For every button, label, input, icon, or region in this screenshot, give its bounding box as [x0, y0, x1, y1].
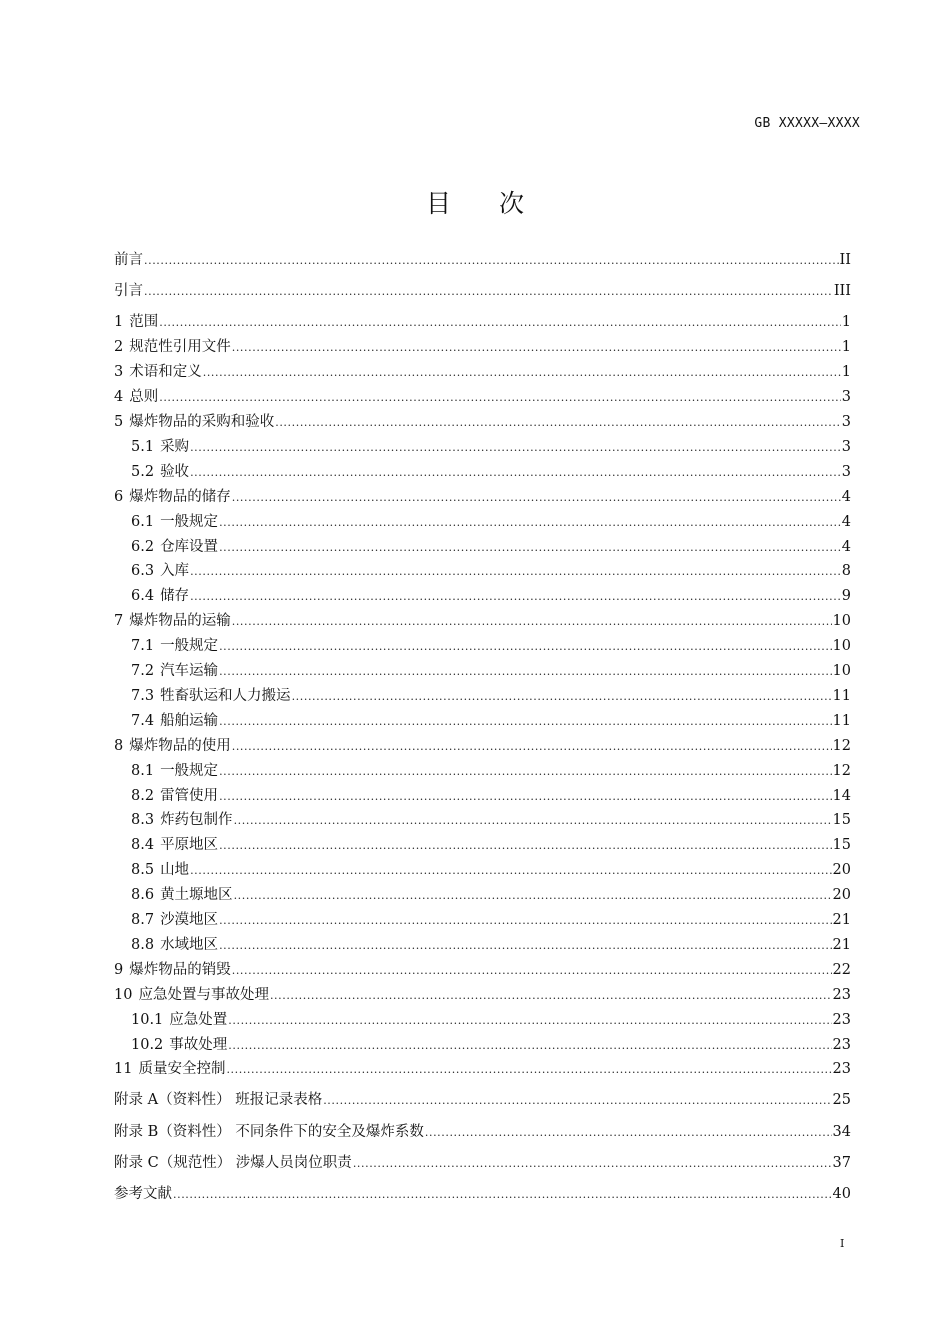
toc-entry-page: 12 [832, 763, 851, 779]
toc-entry-text: 仓库设置 [160, 539, 219, 555]
toc-entry-label [114, 636, 218, 656]
toc-dot-leader [219, 911, 831, 931]
toc-entry-page: II [839, 252, 851, 268]
toc-entry-label [114, 1059, 225, 1079]
toc-entry[interactable] [114, 835, 851, 855]
toc-entry-page: 1 [841, 364, 851, 380]
toc-entry-text: 爆炸物品的采购和验收 [129, 414, 275, 430]
toc-entry-text: 一般规定 [160, 514, 219, 530]
toc-entry-text: 山地 [160, 862, 190, 878]
toc-entry-number: 7.3 [131, 688, 155, 704]
toc-entry-text: 附录 C（规范性） 涉爆人员岗位职责 [114, 1155, 352, 1171]
toc-dot-leader [228, 1011, 831, 1031]
toc-dot-leader [219, 513, 841, 533]
toc-entry-text: 前言 [114, 252, 143, 268]
toc-entry-page: 23 [832, 1061, 851, 1077]
toc-entry-number: 8.8 [131, 937, 155, 953]
toc-entry[interactable] [114, 611, 851, 631]
toc-entry-label [114, 337, 231, 357]
toc-entry-page: 21 [832, 937, 851, 953]
toc-entry-label [114, 312, 158, 332]
toc-entry-label [114, 736, 231, 756]
toc-entry-number: 6.1 [131, 514, 155, 530]
toc-entry-label [114, 935, 218, 955]
toc-entry-text: 爆炸物品的使用 [129, 738, 231, 754]
toc-dot-leader [203, 363, 841, 383]
toc-entry-label [114, 281, 143, 301]
toc-entry[interactable] [114, 1035, 851, 1055]
toc-entry-text: 黄土塬地区 [160, 887, 233, 903]
toc-entry[interactable] [114, 487, 851, 507]
toc-entry-text: 采购 [160, 439, 190, 455]
toc-entry-page: 12 [832, 738, 851, 754]
toc-entry-number: 5.1 [131, 439, 155, 455]
toc-dot-leader [219, 936, 831, 956]
toc-entry[interactable] [114, 561, 851, 581]
toc-entry-text: 质量安全控制 [138, 1061, 226, 1077]
toc-entry-number: 8 [114, 738, 124, 754]
toc-entry-page: 10 [832, 613, 851, 629]
toc-entry-page: 23 [832, 987, 851, 1003]
toc-entry-text: 验收 [160, 464, 190, 480]
toc-entry-number: 4 [114, 389, 124, 405]
toc-dot-leader [234, 811, 832, 831]
toc-entry-page: 11 [832, 688, 851, 704]
toc-entry-page: 9 [841, 588, 851, 604]
toc-entry-text: 入库 [160, 563, 190, 579]
toc-entry-page: 3 [841, 439, 851, 455]
toc-entry-page: 21 [832, 912, 851, 928]
toc-dot-leader [323, 1091, 831, 1111]
toc-entry-number: 7.4 [131, 713, 155, 729]
toc-entry-page: III [833, 283, 851, 299]
toc-dot-leader [232, 338, 841, 358]
toc-entry[interactable] [114, 1153, 851, 1173]
toc-entry-text: 船舶运输 [160, 713, 219, 729]
toc-entry-label [114, 437, 189, 457]
toc-entry-number: 10 [114, 987, 133, 1003]
toc-entry-label [114, 711, 218, 731]
toc-entry-label [114, 1035, 227, 1055]
toc-entry-text: 一般规定 [160, 638, 219, 654]
toc-dot-leader [270, 986, 832, 1006]
toc-entry-text: 规范性引用文件 [129, 339, 231, 355]
toc-entry-text: 储存 [160, 588, 190, 604]
toc-entry-page: 8 [841, 563, 851, 579]
toc-entry-label [114, 387, 158, 407]
toc-entry-text: 事故处理 [169, 1037, 228, 1053]
toc-dot-leader [219, 662, 831, 682]
toc-dot-leader [353, 1154, 832, 1174]
toc-entry[interactable] [114, 810, 851, 830]
toc-dot-leader [159, 313, 841, 333]
toc-entry[interactable] [114, 711, 851, 731]
toc-entry-page: 10 [832, 638, 851, 654]
page-title [0, 184, 950, 220]
toc-entry-label [114, 362, 202, 382]
toc-entry-number: 6 [114, 489, 124, 505]
toc-entry[interactable] [114, 1090, 851, 1110]
toc-entry[interactable] [114, 387, 851, 407]
toc-dot-leader [190, 463, 841, 483]
toc-dot-leader [425, 1123, 832, 1143]
toc-entry-text: 范围 [129, 314, 159, 330]
toc-entry-label [114, 661, 218, 681]
toc-entry[interactable] [114, 860, 851, 880]
toc-dot-leader [232, 488, 841, 508]
toc-entry-label [114, 586, 189, 606]
toc-entry[interactable] [114, 910, 851, 930]
toc-entry[interactable] [114, 686, 851, 706]
toc-entry-number: 8.4 [131, 837, 155, 853]
toc-entry-page: 14 [832, 788, 851, 804]
toc-entry-number: 5 [114, 414, 124, 430]
toc-entry-number: 7 [114, 613, 124, 629]
toc-entry-page: 23 [832, 1037, 851, 1053]
toc-dot-leader [219, 787, 831, 807]
toc-dot-leader [190, 587, 841, 607]
toc-dot-leader [159, 388, 841, 408]
toc-entry[interactable] [114, 412, 851, 432]
toc-entry-text: 附录 B（资料性） 不同条件下的安全及爆炸系数 [114, 1124, 424, 1140]
toc-dot-leader [190, 562, 841, 582]
toc-entry-text: 爆炸物品的储存 [129, 489, 231, 505]
toc-dot-leader [232, 737, 832, 757]
toc-entry-number: 8.1 [131, 763, 155, 779]
toc-entry-text: 附录 A（资料性） 班报记录表格 [114, 1092, 323, 1108]
toc-entry-label [114, 810, 233, 830]
toc-entry-text: 应急处置 [169, 1012, 228, 1028]
toc-entry-text: 应急处置与事故处理 [138, 987, 269, 1003]
toc-entry[interactable] [114, 636, 851, 656]
toc-entry-text: 爆炸物品的运输 [129, 613, 231, 629]
toc-entry[interactable] [114, 786, 851, 806]
toc-entry-text: 雷管使用 [160, 788, 219, 804]
title-char-left: 目 [425, 189, 451, 218]
toc-entry-number: 8.7 [131, 912, 155, 928]
toc-entry-label [114, 537, 218, 557]
toc-entry-page: 1 [841, 314, 851, 330]
toc-entry-page: 23 [832, 1012, 851, 1028]
toc-dot-leader [228, 1036, 831, 1056]
toc-entry[interactable] [114, 761, 851, 781]
toc-entry-label [114, 487, 231, 507]
toc-dot-leader [234, 886, 832, 906]
toc-entry[interactable] [114, 437, 851, 457]
toc-entry[interactable] [114, 985, 851, 1005]
toc-entry-text: 汽车运输 [160, 663, 219, 679]
toc-entry-page: 40 [832, 1186, 851, 1202]
toc-entry-page: 11 [832, 713, 851, 729]
toc-entry[interactable] [114, 586, 851, 606]
toc-entry-number: 11 [114, 1061, 133, 1077]
toc-entry[interactable] [114, 537, 851, 557]
toc-entry-label [114, 686, 291, 706]
toc-dot-leader [275, 413, 841, 433]
toc-entry[interactable] [114, 337, 851, 357]
toc-entry-number: 8.3 [131, 812, 155, 828]
toc-entry-page: 3 [841, 464, 851, 480]
toc-dot-leader [173, 1185, 832, 1205]
toc-entry[interactable] [114, 960, 851, 980]
toc-entry-page: 4 [841, 489, 851, 505]
toc-entry-label [114, 1122, 424, 1142]
toc-entry-text: 术语和定义 [129, 364, 202, 380]
toc-entry[interactable] [114, 250, 851, 270]
toc-dot-leader [219, 712, 831, 732]
toc-entry[interactable] [114, 1010, 851, 1030]
toc-entry-number: 7.2 [131, 663, 155, 679]
toc-entry-number: 7.1 [131, 638, 155, 654]
title-char-right: 次 [499, 189, 525, 218]
toc-entry-page: 25 [832, 1092, 851, 1108]
toc-entry-number: 8.5 [131, 862, 155, 878]
toc-entry-label [114, 512, 218, 532]
toc-entry-text: 爆炸物品的销毁 [129, 962, 231, 978]
toc-entry-label [114, 885, 233, 905]
toc-entry-number: 8.2 [131, 788, 155, 804]
toc-dot-leader [144, 251, 839, 271]
toc-entry-page: 4 [841, 514, 851, 530]
toc-entry-label [114, 761, 218, 781]
toc-entry-page: 34 [832, 1124, 851, 1140]
toc-entry-number: 8.6 [131, 887, 155, 903]
toc-entry[interactable] [114, 1184, 851, 1204]
toc-entry[interactable] [114, 1059, 851, 1079]
toc-entry-text: 牲畜驮运和人力搬运 [160, 688, 291, 704]
toc-entry-number: 10.1 [131, 1012, 164, 1028]
toc-entry-text: 一般规定 [160, 763, 219, 779]
toc-entry[interactable] [114, 885, 851, 905]
toc-entry-label [114, 1010, 227, 1030]
toc-entry-text: 炸药包制作 [160, 812, 233, 828]
toc-entry-number: 1 [114, 314, 124, 330]
toc-entry-page: 1 [841, 339, 851, 355]
toc-entry-label [114, 786, 218, 806]
toc-entry-page: 22 [832, 962, 851, 978]
toc-entry-label [114, 1090, 322, 1110]
toc-dot-leader [144, 282, 833, 302]
toc-entry-text: 沙漠地区 [160, 912, 219, 928]
toc-entry[interactable] [114, 462, 851, 482]
toc-entry-number: 5.2 [131, 464, 155, 480]
toc-dot-leader [219, 538, 841, 558]
toc-entry-label [114, 835, 218, 855]
toc-entry-label [114, 985, 269, 1005]
toc-entry-label [114, 960, 231, 980]
toc-entry-text: 总则 [129, 389, 159, 405]
toc-entry-page: 4 [841, 539, 851, 555]
toc-entry[interactable] [114, 736, 851, 756]
toc-entry-page: 20 [832, 887, 851, 903]
toc-dot-leader [219, 836, 831, 856]
toc-dot-leader [219, 762, 831, 782]
toc-entry-page: 15 [832, 837, 851, 853]
toc-dot-leader [232, 612, 832, 632]
toc-entry-number: 10.2 [131, 1037, 164, 1053]
toc-entry-label [114, 611, 231, 631]
toc-entry[interactable] [114, 312, 851, 332]
toc-entry[interactable] [114, 1122, 851, 1142]
page-number: I [840, 1237, 845, 1250]
toc-entry-label [114, 910, 218, 930]
toc-entry-number: 9 [114, 962, 124, 978]
document-code: GB XXXXX—XXXX [754, 116, 860, 131]
toc-entry[interactable] [114, 281, 851, 301]
toc-entry-number: 6.4 [131, 588, 155, 604]
toc-entry[interactable] [114, 512, 851, 532]
toc-entry[interactable] [114, 362, 851, 382]
toc-entry-text: 引言 [114, 283, 143, 299]
toc-entry-label [114, 1153, 352, 1173]
toc-dot-leader [219, 637, 831, 657]
toc-entry-number: 6.2 [131, 539, 155, 555]
toc-entry-page: 10 [832, 663, 851, 679]
toc-entry-number: 6.3 [131, 563, 155, 579]
toc-entry-number: 2 [114, 339, 124, 355]
toc-entry-label [114, 1184, 172, 1204]
toc-entry[interactable] [114, 661, 851, 681]
toc-entry-page: 15 [832, 812, 851, 828]
toc-dot-leader [190, 861, 831, 881]
toc-entry-number: 3 [114, 364, 124, 380]
toc-entry-page: 3 [841, 389, 851, 405]
toc-entry[interactable] [114, 935, 851, 955]
toc-dot-leader [226, 1060, 831, 1080]
toc-entry-text: 水域地区 [160, 937, 219, 953]
toc-dot-leader [292, 687, 832, 707]
toc-entry-label [114, 561, 189, 581]
toc-dot-leader [232, 961, 832, 981]
toc-entry-page: 37 [832, 1155, 851, 1171]
toc-entry-text: 参考文献 [114, 1186, 172, 1202]
toc-dot-leader [190, 438, 841, 458]
toc-entry-label [114, 412, 274, 432]
toc-entry-text: 平原地区 [160, 837, 219, 853]
toc-entry-page: 3 [841, 414, 851, 430]
toc-entry-label [114, 860, 189, 880]
toc-entry-page: 20 [832, 862, 851, 878]
toc-entry-label [114, 250, 143, 270]
toc-entry-label [114, 462, 189, 482]
